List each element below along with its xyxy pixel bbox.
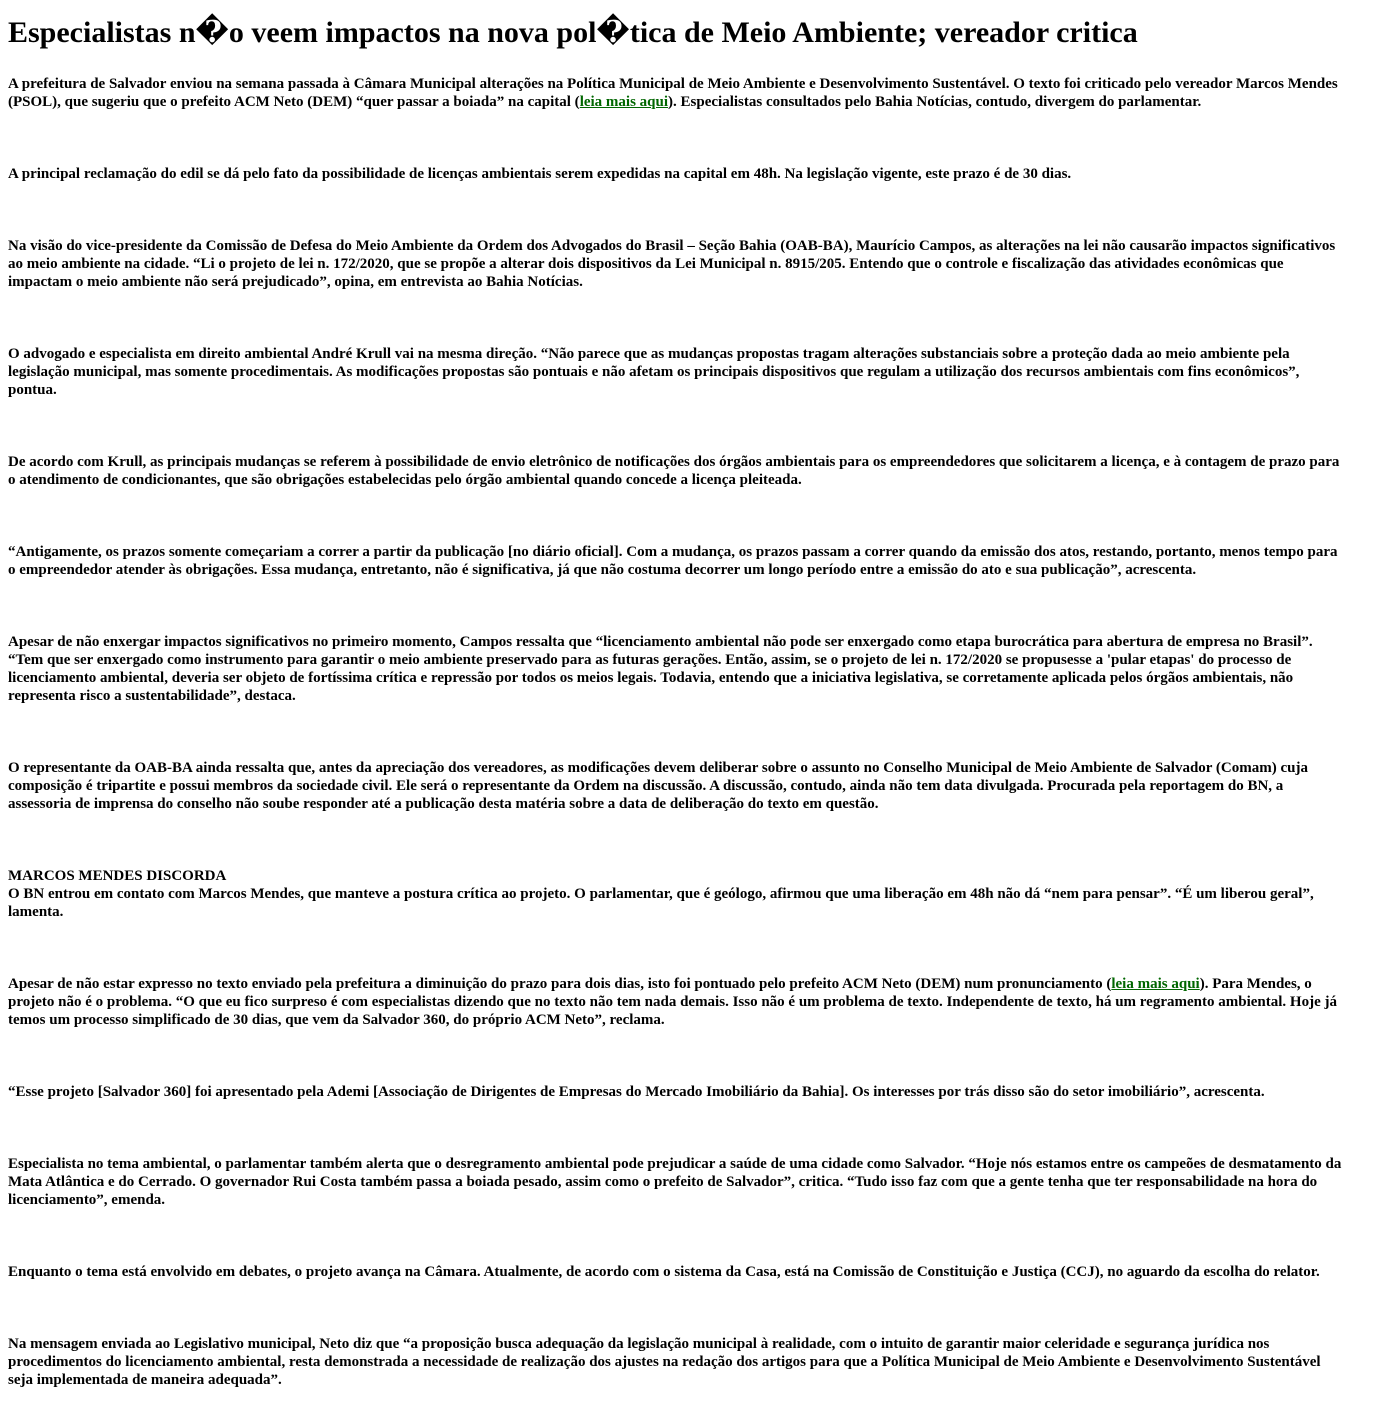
- paragraph-10-text-after: ). Para Mendes, o projeto não é o problema. “O que eu fico surpreso é com especialistas dizendo que no texto não tem nada demais. Isso não é um problema de texto. Independente de texto, há um regramento ambiental. Hoje já temos um processo simplificado de 30 dias, que vem da Salvador 360, do próprio ACM Neto”, reclama.: [8, 976, 1337, 1028]
- read-more-link-1[interactable]: leia mais aqui: [579, 94, 669, 110]
- paragraph-8: O representante da OAB-BA ainda ressalta que, antes da apreciação dos vereadores, as modificações devem deliberar sobre o assunto no Conselho Municipal de Meio Ambiente de Salvador (Comam) cuja composição é tripartite e possui membros da sociedade civil. Ele será o representante da Ordem na discussão. A discussão, contudo, ainda não tem data divulgada. Procurada pela reportagem do BN, a assessoria de imprensa do conselho não soube responder até a publicação desta matéria sobre a data de deliberação do texto em questão.: [8, 760, 1308, 812]
- paragraph-10: [8, 975, 1343, 1029]
- paragraph-12: Especialista no tema ambiental, o parlamentar também alerta que o desregramento ambiental pode prejudicar a saúde de uma cidade como Salvador. “Hoje nós estamos entre os campeões de desmatamento da Mata Atlântica e do Cerrado. O governador Rui Costa também passa a boiada pesado, assim como o prefeito de Salvador”, critica. “Tudo isso faz com que a gente tenha que ter responsabilidade na hora do licenciamento”, emenda.: [8, 1156, 1342, 1208]
- paragraph-14: Na mensagem enviada ao Legislativo municipal, Neto diz que “a proposição busca adequação da legislação municipal à realidade, com o intuito de garantir maior celeridade e segurança jurídica nos procedimentos do licenciamento ambiental, resta demonstrada a necessidade de realização dos ajustes na redação dos artigos para que a Política Municipal de Meio Ambiente e Desenvolvimento Sustentável seja implementada de maneira adequada”.: [8, 1336, 1321, 1388]
- paragraph-3: Na visão do vice-presidente da Comissão de Defesa do Meio Ambiente da Ordem dos Advogados do Brasil – Seção Bahia (OAB-BA), Maurício Campos, as alterações na lei não causarão impactos significativos ao meio ambiente na cidade. “Li o projeto de lei n. 172/2020, que se propõe a alterar dois dispositivos da Lei Municipal n. 8915/205. Entendo que o controle e fiscalização das atividades econômicas que impactam o meio ambiente não será prejudicado”, opina, em entrevista ao Bahia Notícias.: [8, 238, 1336, 290]
- paragraph-2: A principal reclamação do edil se dá pelo fato da possibilidade de licenças ambientais serem expedidas na capital em 48h. Na legislação vigente, este prazo é de 30 dias.: [8, 166, 1072, 182]
- paragraph-5: De acordo com Krull, as principais mudanças se referem à possibilidade de envio eletrônico de notificações dos órgãos ambientais para os empreendedores que solicitarem a licença, e à contagem de prazo para o atendimento de condicionantes, que são obrigações estabelecidas pelo órgão ambiental quando concede a licença pleiteada.: [8, 454, 1340, 488]
- paragraph-1-text-before: A prefeitura de Salvador enviou na semana passada à Câmara Municipal alterações na Política Municipal de Meio Ambiente e Desenvolvimento Sustentável. O texto foi criticado pelo vereador Marcos Mendes (PSOL), que sugeriu que o prefeito ACM Neto (DEM) “quer passar a boiada” na capital (: [8, 76, 1338, 110]
- paragraph-10-text-before: Apesar de não estar expresso no texto enviado pela prefeitura a diminuição do prazo para dois dias, isto foi pontuado pelo prefeito ACM Neto (DEM) num pronunciamento (: [8, 976, 1112, 992]
- paragraph-4: O advogado e especialista em direito ambiental André Krull vai na mesma direção. “Não parece que as mudanças propostas tragam alterações substanciais sobre a proteção dada ao meio ambiente pela legislação municipal, mas somente procedimentais. As modificações propostas são pontuais e não afetam os principais dispositivos que regulam a utilização dos recursos ambientais com fins econômicos”, pontua.: [8, 346, 1300, 398]
- read-more-link-2[interactable]: leia mais aqui: [1111, 976, 1200, 992]
- paragraph-6: “Antigamente, os prazos somente começariam a correr a partir da publicação [no diário oficial]. Com a mudança, os prazos passam a correr quando da emissão dos atos, restando, portanto, menos tempo para o empreendedor atender às obrigações. Essa mudança, entretanto, não é significativa, já que não costuma decorrer um longo período entre a emissão do ato e sua publicação”, acrescenta.: [8, 544, 1338, 578]
- paragraph-1: [8, 75, 1343, 111]
- paragraph-13: Enquanto o tema está envolvido em debates, o projeto avança na Câmara. Atualmente, de acordo com o sistema da Casa, está na Comissão de Constituição e Justiça (CCJ), no aguardo da escolha do relator.: [8, 1264, 1320, 1280]
- article: [0, 15, 1388, 1389]
- paragraph-11: “Esse projeto [Salvador 360] foi apresentado pela Ademi [Associação de Dirigentes de Empresas do Mercado Imobiliário da Bahia]. Os interesses por trás disso são do setor imobiliário”, acrescenta.: [8, 1084, 1265, 1100]
- paragraph-1-text-after: ). Especialistas consultados pelo Bahia Notícias, contudo, divergem do parlamentar.: [668, 94, 1202, 110]
- paragraph-7: Apesar de não enxergar impactos significativos no primeiro momento, Campos ressalta que “licenciamento ambiental não pode ser enxergado como etapa burocrática para abertura de empresa no Brasil”. “Tem que ser enxergado como instrumento para garantir o meio ambiente preservado para as futuras gerações. Então, assim, se o projeto de lei n. 172/2020 se propusesse a 'pular etapas' do processo de licenciamento ambiental, deveria ser objeto de fortíssima crítica e repressão por todos os meios legais. Todavia, entendo que a iniciativa legislativa, se corretamente aplicada pelos órgãos ambientais, não representa risco a sustentabilidade”, destaca.: [8, 634, 1313, 704]
- paragraph-9: [8, 867, 1343, 921]
- section-title: MARCOS MENDES DISCORDA: [8, 868, 227, 884]
- headline: Especialistas n�o veem impactos na nova pol�tica de Meio Ambiente; vereador critica: [8, 16, 1138, 49]
- paragraph-9-text: O BN entrou em contato com Marcos Mendes, que manteve a postura crítica ao projeto. O parlamentar, que é geólogo, afirmou que uma liberação em 48h não dá “nem para pensar”. “É um liberou geral”, lamenta.: [8, 886, 1314, 920]
